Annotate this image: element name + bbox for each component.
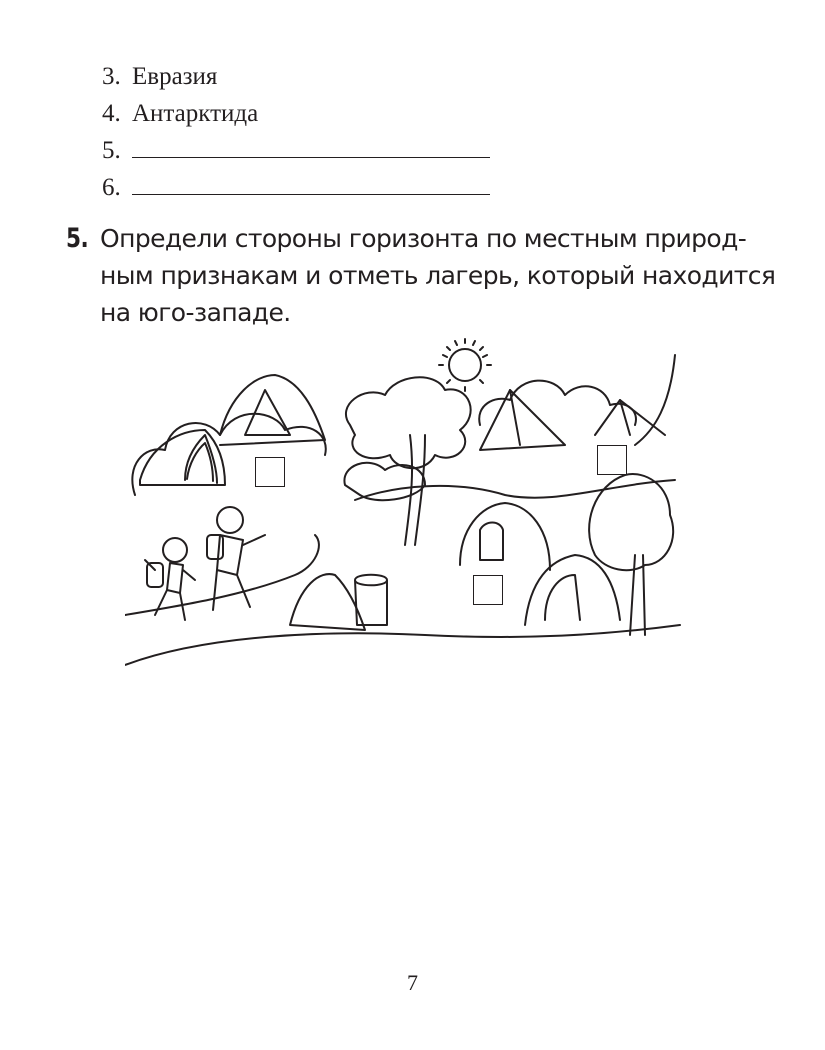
item-number: 6.	[102, 174, 121, 201]
continent-list	[102, 58, 490, 206]
camp-checkbox-right-top[interactable]	[597, 445, 627, 475]
item-number: 3.	[102, 63, 121, 90]
list-item	[102, 169, 490, 206]
tent-left-front	[140, 430, 225, 485]
task-text	[100, 220, 775, 331]
tent-left-back	[220, 375, 325, 445]
tent-center	[460, 503, 550, 570]
bush-outline	[132, 414, 325, 495]
list-item	[102, 95, 490, 132]
list-item	[102, 132, 490, 169]
camp-checkbox-center[interactable]	[473, 575, 503, 605]
answer-line[interactable]	[132, 137, 490, 158]
birch-tree	[589, 474, 673, 635]
task-line: ным признакам и отметь лагерь, который находится	[100, 261, 776, 290]
item-number: 4.	[102, 100, 121, 127]
bush-outline	[635, 355, 675, 445]
path	[125, 535, 319, 615]
task-number: 5.	[66, 223, 89, 254]
anthill	[290, 574, 365, 630]
page-number: 7	[407, 970, 418, 995]
camp-checkbox-left[interactable]	[255, 457, 285, 487]
ground-line	[125, 625, 680, 665]
list-item	[102, 58, 490, 95]
item-text: Евразия	[132, 63, 218, 90]
camp-illustration	[125, 335, 685, 675]
tent-right-top-2	[595, 400, 665, 435]
item-number: 5.	[102, 137, 121, 164]
tree	[344, 377, 470, 545]
task-line: Определи стороны горизонта по местным природ-	[100, 224, 747, 253]
sun-icon	[439, 339, 491, 391]
answer-line[interactable]	[132, 174, 490, 195]
task-line: на юго-западе.	[100, 298, 291, 327]
item-text: Антарктида	[132, 100, 259, 127]
tent-right-top-1	[480, 390, 565, 450]
